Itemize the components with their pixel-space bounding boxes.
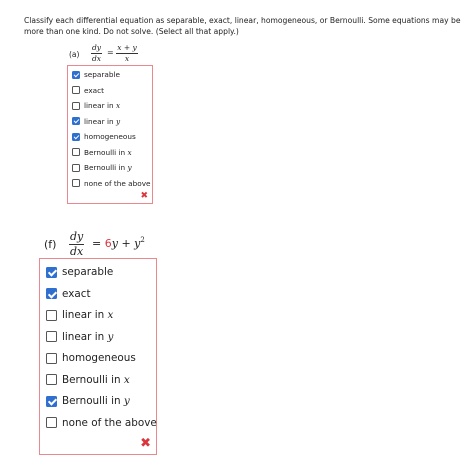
part-f-answer-box xyxy=(39,258,157,455)
part-a-checkbox-linear-in-y[interactable] xyxy=(72,117,80,125)
part-a-checkbox-linear-in-x[interactable] xyxy=(72,102,80,110)
part-f-checkbox-bernoulli-in-y[interactable] xyxy=(46,396,57,407)
part-f-checkbox-linear-in-y[interactable] xyxy=(46,331,57,342)
part-f-lhs-numerator: dy xyxy=(70,230,84,243)
part-a-lhs-fraction xyxy=(91,43,102,64)
option-label: Bernoulli in xyxy=(62,395,121,407)
part-a-option-bernoulli-in-y[interactable] xyxy=(72,162,132,173)
part-a-answer-box xyxy=(67,65,153,204)
option-label: separable xyxy=(62,266,114,278)
part-a-checkbox-separable[interactable] xyxy=(72,71,80,79)
part-f-option-bernoulli-in-x[interactable] xyxy=(46,373,130,387)
part-f-lhs-fraction xyxy=(69,230,84,259)
part-f-checkbox-exact[interactable] xyxy=(46,288,57,299)
part-f-option-linear-in-y[interactable] xyxy=(46,330,113,344)
part-f-y-term: y xyxy=(111,237,118,250)
part-f-checkbox-bernoulli-in-x[interactable] xyxy=(46,374,57,385)
part-a-option-none[interactable] xyxy=(72,178,151,189)
part-f-label: (f) xyxy=(44,238,57,251)
part-a-checkbox-homogeneous[interactable] xyxy=(72,133,80,141)
part-f-rhs xyxy=(92,237,145,250)
part-f-checkbox-separable[interactable] xyxy=(46,267,57,278)
option-variable: y xyxy=(127,163,132,172)
option-variable: x xyxy=(123,373,130,386)
question-prompt: Classify each differential equation as separable, exact, linear, homogeneous, or Bernoulli. Some equations may be more than one kind. Do not solve. (Select all that apply.) xyxy=(24,16,461,36)
option-variable: x xyxy=(107,309,114,321)
option-label: Bernoulli in xyxy=(62,373,121,386)
option-label: exact xyxy=(84,85,105,95)
incorrect-x-icon: ✖ xyxy=(140,436,151,451)
option-variable: y xyxy=(115,116,121,126)
part-f-option-linear-in-x[interactable] xyxy=(46,308,113,322)
option-label: linear in xyxy=(62,309,105,321)
part-a-option-bernoulli-in-x[interactable] xyxy=(72,147,132,158)
part-f-plus: + xyxy=(121,237,131,250)
option-label: Bernoulli in xyxy=(84,147,126,157)
part-a-option-exact[interactable] xyxy=(72,85,104,96)
incorrect-x-icon: ✖ xyxy=(140,191,148,201)
part-f-option-homogeneous[interactable] xyxy=(46,351,136,365)
part-a-checkbox-exact[interactable] xyxy=(72,86,80,94)
part-f-checkbox-homogeneous[interactable] xyxy=(46,353,57,364)
part-f-option-bernoulli-in-y[interactable] xyxy=(46,394,130,408)
part-a-checkbox-none[interactable] xyxy=(72,179,80,187)
part-f-option-separable[interactable] xyxy=(46,265,113,279)
part-a-option-homogeneous[interactable] xyxy=(72,131,136,142)
option-variable: y xyxy=(107,330,114,343)
part-a-option-separable[interactable] xyxy=(72,69,120,80)
part-a-rhs-fraction xyxy=(116,43,138,64)
part-f-equals: = xyxy=(92,237,102,250)
part-f-y-squared-base: y xyxy=(134,237,141,250)
option-label: none of the above xyxy=(62,416,157,429)
part-a-lhs-numerator: dy xyxy=(92,43,102,52)
part-f-lhs-denominator: dx xyxy=(70,245,84,258)
part-a-rhs-denominator: x xyxy=(124,54,130,63)
part-a-rhs-numerator: x + y xyxy=(117,43,137,52)
part-a-checkbox-bernoulli-in-x[interactable] xyxy=(72,148,80,156)
part-f-option-none[interactable] xyxy=(46,416,157,430)
option-label: linear in xyxy=(84,116,114,126)
option-label: linear in xyxy=(62,330,105,343)
option-variable: x xyxy=(115,101,121,110)
part-a-label: (a) xyxy=(69,50,80,59)
option-variable: x xyxy=(127,147,132,157)
part-a-equals: = xyxy=(107,48,114,57)
part-f-option-exact[interactable] xyxy=(46,287,91,301)
part-a-checkbox-bernoulli-in-y[interactable] xyxy=(72,164,80,172)
option-label: Bernoulli in xyxy=(84,163,126,172)
part-f-coefficient: 6 xyxy=(104,237,112,250)
option-label: homogeneous xyxy=(84,132,136,141)
part-f-exponent: 2 xyxy=(140,236,145,244)
option-label: separable xyxy=(84,70,121,79)
option-label: linear in xyxy=(84,101,114,110)
option-label: exact xyxy=(62,287,91,300)
option-variable: y xyxy=(123,395,130,407)
option-label: homogeneous xyxy=(62,352,136,364)
part-f-checkbox-none[interactable] xyxy=(46,417,57,428)
part-a-lhs-denominator: dx xyxy=(92,54,102,63)
part-f-checkbox-linear-in-x[interactable] xyxy=(46,310,57,321)
part-a-option-linear-in-x[interactable] xyxy=(72,100,120,111)
part-a-option-linear-in-y[interactable] xyxy=(72,116,120,127)
option-label: none of the above xyxy=(84,178,151,188)
